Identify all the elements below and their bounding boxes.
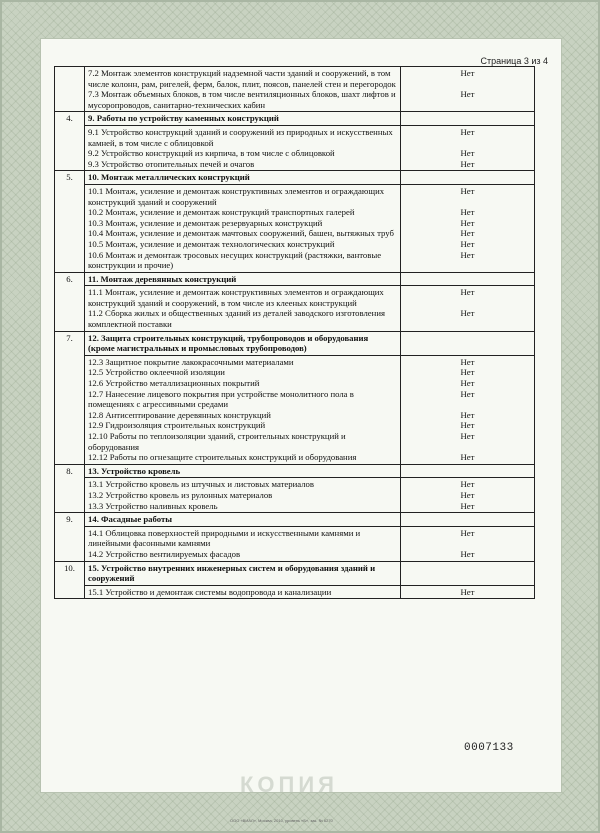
work-item-text: 14.1 Облицовка поверхностей природными и искусственными камнями и линейными фасонными камнями — [88, 527, 361, 549]
work-item-value: Нет — [460, 249, 475, 260]
section-heading-value — [401, 464, 535, 478]
work-items — [85, 125, 401, 170]
works-table-body — [55, 67, 535, 599]
section-number: 7. — [55, 331, 85, 464]
work-item-text: 12.8 Антисептирование деревянных конструкций — [88, 409, 271, 420]
work-item-value: Нет — [460, 185, 475, 196]
work-item-text: 10.5 Монтаж, усиление и демонтаж технологических конструкций — [88, 238, 335, 249]
work-item-text: 12.7 Нанесение лицевого покрытия при устройстве монолитного пола в помещениях с агрессивными средами — [88, 388, 354, 410]
section-heading-row — [55, 331, 535, 355]
work-item-text: 15.1 Устройство и демонтаж системы водопровода и канализации — [88, 586, 332, 597]
section-heading-value — [401, 171, 535, 185]
work-item-value: Нет — [460, 548, 475, 559]
section-heading: 14. Фасадные работы — [85, 513, 401, 527]
work-item-text: 11.1 Монтаж, усиление и демонтаж конструктивных элементов и ограждающих конструкций зданий и сооружений, в том числе из клееных конструкций — [88, 287, 384, 308]
section-items-row — [55, 478, 535, 513]
section-heading-value — [401, 513, 535, 527]
work-item-value: Нет — [460, 356, 475, 367]
work-item-text: 12.5 Устройство оклеечной изоляции — [88, 367, 225, 378]
work-item-text: 9.1 Устройство конструкций зданий и сооружений из природных и искусственных камней, в том числе с облицовкой — [88, 126, 393, 148]
work-item-text: 10.2 Монтаж, усиление и демонтаж конструкций транспортных галерей — [88, 207, 355, 218]
work-item-text: 14.2 Устройство вентилируемых фасадов — [88, 548, 241, 559]
work-item-text: 12.6 Устройство металлизационных покрытий — [88, 378, 260, 389]
section-heading: 11. Монтаж деревянных конструкций — [85, 272, 401, 286]
work-values — [401, 67, 535, 112]
works-table — [54, 66, 535, 599]
section-number: 8. — [55, 464, 85, 512]
section-items-row — [55, 526, 535, 561]
work-item-text: 10.4 Монтаж, усиление и демонтаж мачтовых сооружений, башен, вытяжных труб — [88, 228, 394, 239]
work-item-value: Нет — [460, 367, 475, 378]
work-items — [85, 526, 401, 561]
work-item-value: Нет — [460, 409, 475, 420]
work-values — [401, 585, 535, 599]
work-item-value: Нет — [460, 217, 475, 228]
section-heading-value — [401, 561, 535, 585]
work-item-value: Нет — [460, 527, 475, 538]
work-item-text: 12.12 Работы по огнезащите строительных конструкций и оборудования — [88, 452, 357, 463]
work-item-text: 11.2 Сборка жилых и общественных зданий из деталей заводского изготовления комплектной поставки — [88, 308, 385, 330]
work-item-value: Нет — [460, 479, 475, 490]
work-item-text: 13.3 Устройство наливных кровель — [88, 500, 218, 511]
section-heading-row — [55, 464, 535, 478]
printer-footer: ООО «ВИАЛ», Москва, 2010, уровень «Б», зак. № 6270 — [230, 818, 333, 823]
section-heading-value — [401, 331, 535, 355]
work-item-text: 7.3 Монтаж объемных блоков, в том числе вентиляционных блоков, шахт лифтов и мусоропроводов, санитарно-технических кабин — [88, 89, 396, 110]
work-item-value: Нет — [460, 452, 475, 463]
section-number — [55, 67, 85, 112]
work-values — [401, 526, 535, 561]
work-item-value: Нет — [460, 89, 475, 100]
work-item-value: Нет — [460, 586, 475, 597]
section-number: 9. — [55, 513, 85, 561]
work-item-text: 10.6 Монтаж и демонтаж тросовых несущих конструкций (растяжки, вантовые конструкции и прочие) — [88, 249, 382, 271]
section-items-row — [55, 184, 535, 272]
section-heading: 12. Защита строительных конструкций, трубопроводов и оборудования (кроме магистральных и промысловых трубопроводов) — [85, 331, 401, 355]
work-item-text: 9.3 Устройство отопительных печей и очагов — [88, 158, 255, 169]
work-items — [85, 478, 401, 513]
work-item-value: Нет — [460, 68, 475, 78]
work-item-text: 12.9 Гидроизоляция строительных конструкций — [88, 420, 266, 431]
section-items-row — [55, 286, 535, 331]
section-heading-row — [55, 561, 535, 585]
work-item-text: 10.3 Монтаж, усиление и демонтаж резервуарных конструкций — [88, 217, 323, 228]
section-number: 5. — [55, 171, 85, 272]
work-items — [85, 355, 401, 464]
work-item-value: Нет — [460, 388, 475, 399]
work-item-text: 13.1 Устройство кровель из штучных и листовых материалов — [88, 479, 314, 490]
work-items — [85, 67, 401, 112]
serial-number: 0007133 — [464, 742, 514, 754]
work-item-text: 10.1 Монтаж, усиление и демонтаж конструктивных элементов и ограждающих конструкций зданий и сооружений — [88, 185, 385, 207]
work-item-value: Нет — [460, 287, 475, 298]
section-heading-row — [55, 171, 535, 185]
work-item-text: 12.3 Защитное покрытие лакокрасочными материалами — [88, 356, 294, 367]
work-values — [401, 286, 535, 331]
work-item-value: Нет — [460, 126, 475, 137]
work-values — [401, 184, 535, 272]
work-item-value: Нет — [460, 378, 475, 389]
work-item-text: 12.10 Работы по теплоизоляции зданий, строительных конструкций и оборудования — [88, 431, 346, 452]
work-items — [85, 585, 401, 599]
section-heading-value — [401, 272, 535, 286]
section-heading-row — [55, 272, 535, 286]
section-heading-row — [55, 513, 535, 527]
work-item-text: 7.2 Монтаж элементов конструкций надземной части зданий и сооружений, в том числе колонн, рам, ригелей, ферм, балок, плит, поясов, панелей стен и перегородок — [88, 68, 396, 89]
section-heading: 10. Монтаж металлических конструкций — [85, 171, 401, 185]
work-item-value: Нет — [460, 308, 475, 319]
work-items — [85, 286, 401, 331]
work-items — [85, 184, 401, 272]
work-values — [401, 478, 535, 513]
section-heading: 9. Работы по устройству каменных конструкций — [85, 112, 401, 126]
work-item-value: Нет — [460, 228, 475, 239]
work-item-value: Нет — [460, 489, 475, 500]
work-item-value: Нет — [460, 420, 475, 431]
work-item-text: 9.2 Устройство конструкций из кирпича, в том числе с облицовкой — [88, 148, 335, 159]
work-values — [401, 125, 535, 170]
work-item-value: Нет — [460, 431, 475, 441]
section-items-row — [55, 67, 535, 112]
section-items-row — [55, 585, 535, 599]
section-number: 6. — [55, 272, 85, 331]
section-number: 4. — [55, 112, 85, 171]
work-item-value: Нет — [460, 158, 475, 169]
work-item-value: Нет — [460, 500, 475, 511]
section-heading-value — [401, 112, 535, 126]
section-heading: 15. Устройство внутренних инженерных систем и оборудования зданий и сооружений — [85, 561, 401, 585]
work-item-text: 13.2 Устройство кровель из рулонных материалов — [88, 489, 273, 500]
work-item-value: Нет — [460, 148, 475, 159]
work-item-value: Нет — [460, 238, 475, 249]
section-heading: 13. Устройство кровель — [85, 464, 401, 478]
section-number: 10. — [55, 561, 85, 599]
section-heading-row — [55, 112, 535, 126]
page-number: Страница 3 из 4 — [480, 56, 548, 66]
section-items-row — [55, 355, 535, 464]
work-values — [401, 355, 535, 464]
section-items-row — [55, 125, 535, 170]
copy-watermark: КОПИЯ — [240, 772, 338, 797]
work-item-value: Нет — [460, 207, 475, 218]
